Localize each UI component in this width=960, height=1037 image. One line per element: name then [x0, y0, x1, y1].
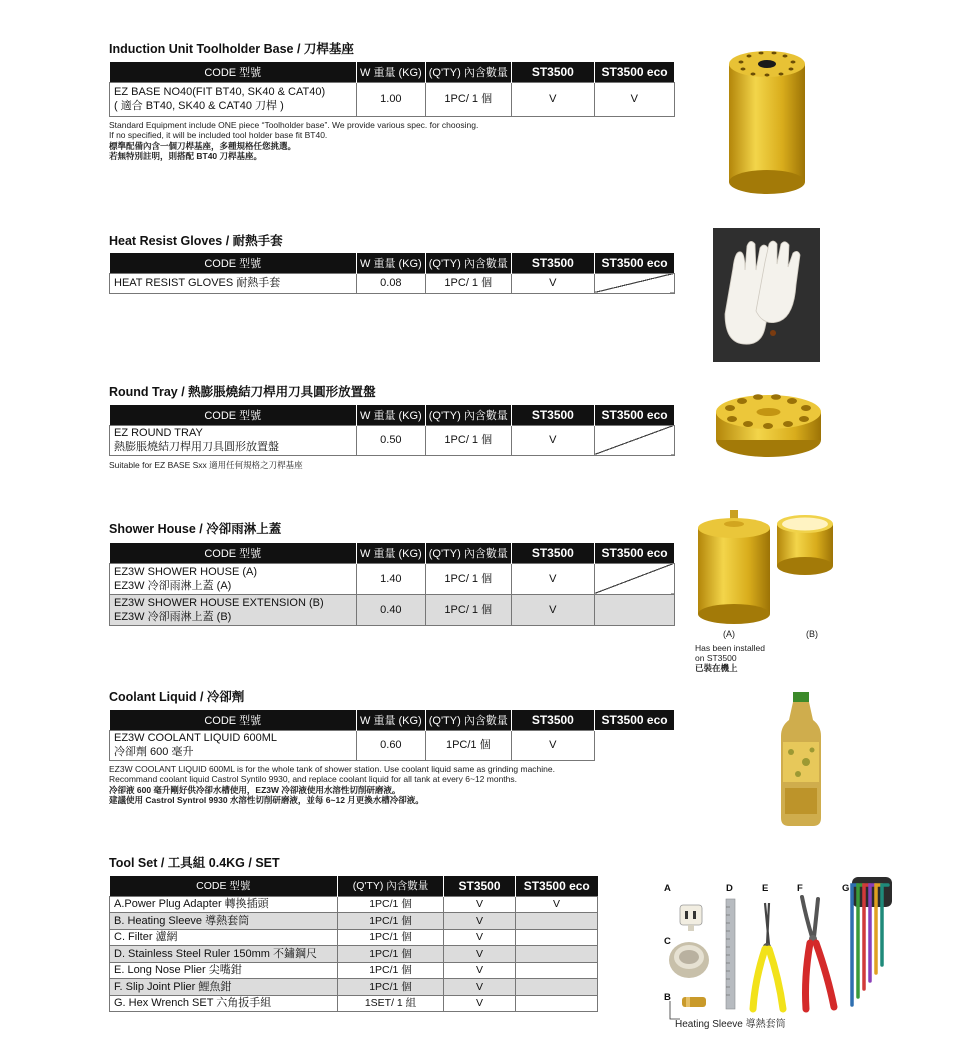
table-row: [110, 594, 675, 625]
code-line-zh: EZ3W 冷卻雨淋上蓋 (A): [114, 579, 232, 592]
table-header: [110, 62, 675, 82]
toolholder-base-photo: [727, 50, 807, 196]
row-qty: 1PC/1 個: [338, 929, 444, 946]
section-tool-set: [109, 853, 598, 1012]
row-st3500eco-na: [594, 273, 674, 293]
section-title: Coolant Liquid / 冷卻劑: [109, 690, 245, 704]
installed-line-zh: 已裝在機上: [695, 663, 738, 673]
row-weight: 1.00: [357, 82, 426, 116]
table-header: [110, 710, 675, 730]
row-st3500: V: [444, 896, 516, 913]
row-code: [110, 82, 357, 116]
row-st3500: V: [511, 594, 594, 625]
row-st3500: V: [511, 563, 594, 594]
section-induction-base: [109, 39, 675, 162]
gloves-table: [109, 253, 675, 294]
row-st3500eco: [516, 946, 598, 963]
row-code: C. Filter 濾網: [110, 929, 338, 946]
table-row: [110, 82, 675, 116]
long-nose-plier-icon: [753, 903, 783, 1009]
row-st3500: V: [444, 946, 516, 963]
header-st3500: ST3500: [511, 710, 594, 730]
tool-letter-e: E: [762, 883, 769, 894]
header-weight: W 重量 (KG): [357, 543, 426, 563]
header-code: CODE 型號: [110, 62, 357, 82]
header-st3500: ST3500: [444, 876, 516, 896]
row-code: [110, 425, 357, 455]
heating-sleeve-icon: [670, 997, 706, 1019]
round-tray-photo: [714, 392, 823, 460]
header-st3500eco: ST3500 eco: [594, 62, 674, 82]
slip-joint-plier-icon: [802, 897, 834, 1009]
header-weight: W 重量 (KG): [357, 710, 426, 730]
code-line: EZ ROUND TRAY: [114, 427, 203, 439]
heating-sleeve-caption: Heating Sleeve 導熱套筒: [675, 1019, 786, 1030]
shower-table: [109, 543, 675, 626]
header-code: CODE 型號: [110, 253, 357, 273]
code-line: EZ3W SHOWER HOUSE EXTENSION (B): [114, 596, 324, 609]
table-row: [110, 913, 598, 930]
row-weight: 0.40: [357, 594, 426, 625]
row-st3500: V: [511, 82, 594, 116]
code-line-zh: EZ3W 冷卻雨淋上蓋 (B): [114, 610, 232, 623]
row-st3500: V: [444, 929, 516, 946]
section-round-tray: [109, 382, 675, 470]
note-en: Standard Equipment include ONE piece “Toolholder base”. We provide various spec. for choosing.: [109, 119, 479, 130]
header-qty: (Q'TY) 內含數量: [425, 253, 511, 273]
header-qty: (Q'TY) 內含數量: [425, 543, 511, 563]
filter-icon: [669, 942, 709, 978]
coolant-bottle-photo: [776, 692, 826, 826]
code-line-zh: 冷卻劑 600 毫升: [114, 746, 194, 758]
row-qty: 1SET/ 1 組: [338, 995, 444, 1012]
row-qty: 1PC/ 1 個: [425, 563, 511, 594]
code-line: EZ3W COOLANT LIQUID 600ML: [114, 732, 278, 744]
row-code: G. Hex Wrench SET 六角扳手組: [110, 995, 338, 1012]
note-en: Recommand coolant liquid Castrol Syntilo 9930, and replace coolant liquid for all tank at every 6~12 months.: [109, 774, 517, 784]
header-qty: (Q'TY) 內含數量: [338, 876, 444, 896]
header-qty: (Q'TY) 內含數量: [425, 405, 511, 425]
row-qty: 1PC/1 個: [338, 913, 444, 930]
header-code: CODE 型號: [110, 543, 357, 563]
row-code: HEAT RESIST GLOVES 耐熱手套: [110, 273, 357, 293]
section-gloves: [109, 231, 675, 294]
row-st3500: V: [511, 425, 594, 455]
tray-table: [109, 405, 675, 456]
row-st3500: V: [444, 995, 516, 1012]
row-st3500eco: V: [594, 82, 674, 116]
table-row: [110, 979, 598, 996]
row-st3500eco-empty: [594, 730, 674, 760]
table-row: [110, 563, 675, 594]
row-code: B. Heating Sleeve 導熱套筒: [110, 913, 338, 930]
installed-line: Has been installed: [695, 643, 765, 653]
header-st3500eco: ST3500 eco: [516, 876, 598, 896]
section-title: Heat Resist Gloves / 耐熱手套: [109, 234, 283, 248]
power-plug-adapter-icon: [680, 905, 702, 931]
row-st3500: V: [444, 979, 516, 996]
row-st3500: V: [444, 962, 516, 979]
label-a: (A): [723, 629, 735, 639]
header-st3500: ST3500: [511, 62, 594, 82]
row-code: F. Slip Joint Plier 鯉魚鉗: [110, 979, 338, 996]
table-header: [110, 876, 598, 896]
table-row: [110, 730, 675, 760]
row-qty: 1PC/1 個: [338, 946, 444, 963]
header-code: CODE 型號: [110, 876, 338, 896]
section-coolant: [109, 687, 674, 806]
row-st3500eco-na: [594, 425, 674, 455]
row-weight: 0.60: [357, 730, 426, 760]
row-qty: 1PC/1 個: [338, 896, 444, 913]
header-st3500eco: ST3500 eco: [594, 543, 674, 563]
row-st3500eco: [516, 913, 598, 930]
table-header: [110, 253, 675, 273]
header-qty: (Q'TY) 內含數量: [425, 710, 511, 730]
row-qty: 1PC/1 個: [338, 979, 444, 996]
code-line: EZ3W SHOWER HOUSE (A): [114, 565, 258, 578]
table-row: [110, 929, 598, 946]
note-zh: 冷卻液 600 毫升剛好供冷卻水槽使用，EZ3W 冷卻液使用水溶性切削研磨液。: [109, 784, 401, 795]
row-qty: 1PC/1 個: [338, 962, 444, 979]
row-code: [110, 730, 357, 760]
hex-wrench-set-icon: [852, 877, 892, 1005]
row-qty: 1PC/ 1 個: [425, 82, 511, 116]
tool-letter-c: C: [664, 936, 671, 947]
header-st3500: ST3500: [511, 253, 594, 273]
section-title: Round Tray / 熱膨脹燒結刀桿用刀具圓形放置盤: [109, 385, 376, 399]
code-line-zh: ( 適合 BT40, SK40 & CAT40 刀桿 ): [114, 100, 284, 112]
tool-letter-g: G: [842, 883, 850, 894]
header-weight: W 重量 (KG): [357, 405, 426, 425]
table-row: [110, 946, 598, 963]
row-code: [110, 563, 357, 594]
note-zh: 標準配備內含一個刀桿基座，多種規格任您挑選。: [109, 140, 297, 151]
header-weight: W 重量 (KG): [357, 62, 426, 82]
row-st3500eco-na: [594, 563, 674, 594]
row-code: E. Long Nose Plier 尖嘴鉗: [110, 962, 338, 979]
tool-letter-b: B: [664, 992, 671, 1003]
header-st3500: ST3500: [511, 405, 594, 425]
header-st3500eco: ST3500 eco: [594, 710, 674, 730]
section-title: Tool Set / 工具組 0.4KG / SET: [109, 856, 280, 870]
row-st3500eco-na: [594, 594, 674, 625]
header-st3500eco: ST3500 eco: [594, 253, 674, 273]
gloves-photo: [713, 228, 820, 362]
section-title: Shower House / 冷卻雨淋上蓋: [109, 522, 282, 536]
row-st3500: V: [511, 730, 594, 760]
tool-letter-d: D: [726, 883, 733, 894]
tool-set-photo: [662, 875, 897, 1025]
table-row: [110, 896, 598, 913]
table-row: [110, 425, 675, 455]
row-weight: 0.08: [357, 273, 426, 293]
section-shower-house: [109, 519, 675, 626]
row-code: A.Power Plug Adapter 轉換插頭: [110, 896, 338, 913]
row-code: [110, 594, 357, 625]
note: Suitable for EZ BASE Sxx 適用任何規格之刀桿基座: [109, 459, 303, 470]
row-st3500: V: [444, 913, 516, 930]
coolant-table: [109, 710, 674, 761]
installed-line: on ST3500: [695, 653, 737, 663]
row-st3500eco: [516, 979, 598, 996]
code-line-zh: 熱膨脹燒結刀桿用刀具圓形放置盤: [114, 441, 279, 453]
row-code: D. Stainless Steel Ruler 150mm 不鏽鋼尺: [110, 946, 338, 963]
row-weight: 0.50: [357, 425, 426, 455]
header-weight: W 重量 (KG): [357, 253, 426, 273]
tool-letter-a: A: [664, 883, 671, 894]
row-qty: 1PC/ 1 個: [425, 273, 511, 293]
induction-table: [109, 62, 675, 117]
row-st3500: V: [511, 273, 594, 293]
section-title: Induction Unit Toolholder Base / 刀桿基座: [109, 42, 354, 56]
header-code: CODE 型號: [110, 710, 357, 730]
shower-house-photo: [696, 508, 836, 626]
header-qty: (Q'TY) 內含數量: [425, 62, 511, 82]
table-row: [110, 273, 675, 293]
note-zh: 若無特別註明，則搭配 BT40 刀桿基座。: [109, 151, 263, 161]
row-st3500eco: V: [516, 896, 598, 913]
header-code: CODE 型號: [110, 405, 357, 425]
toolset-table: [109, 876, 598, 1012]
note-zh: 建議使用 Castrol Syntrol 9930 水溶性切削研磨液，並每 6~12 月更換水槽冷卻液。: [109, 795, 424, 805]
table-row: [110, 962, 598, 979]
header-st3500eco: ST3500 eco: [594, 405, 674, 425]
note-en: EZ3W COOLANT LIQUID 600ML is for the whole tank of shower station. Use coolant liquid same as grinding machine.: [109, 763, 555, 774]
stainless-ruler-icon: [726, 899, 735, 1009]
table-row: [110, 995, 598, 1012]
table-header: [110, 543, 675, 563]
header-st3500: ST3500: [511, 543, 594, 563]
note-en: If no specified, it will be included tool holder base fit BT40.: [109, 130, 328, 140]
row-st3500eco: [516, 962, 598, 979]
row-st3500eco: [516, 929, 598, 946]
row-st3500eco: [516, 995, 598, 1012]
installed-note: [695, 643, 765, 673]
label-b: (B): [806, 629, 818, 639]
code-line: EZ BASE NO40(FIT BT40, SK40 & CAT40): [114, 86, 326, 98]
row-weight: 1.40: [357, 563, 426, 594]
row-qty: 1PC/1 個: [425, 730, 511, 760]
row-qty: 1PC/ 1 個: [425, 425, 511, 455]
table-header: [110, 405, 675, 425]
tool-letter-f: F: [797, 883, 803, 894]
row-qty: 1PC/ 1 個: [425, 594, 511, 625]
